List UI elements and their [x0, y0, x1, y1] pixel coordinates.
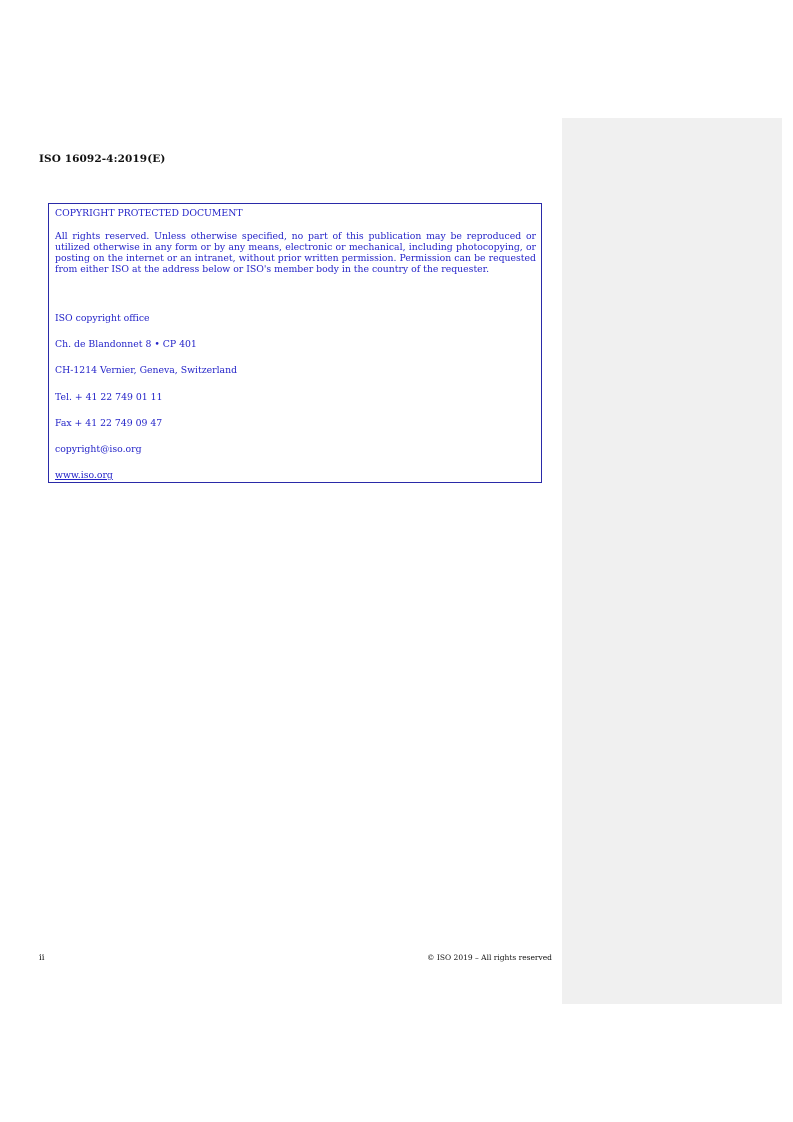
- copyright-paragraph: All rights reserved. Unless otherwise specified, no part of this publication may be reproduced or utilized otherwise in any form or by any means, electronic or mechanical, including photocopying, or posting on the internet or an intranet, without prior written permission. Permission can be requested from either ISO at the address below or ISO's member body in the country of the requester.: [55, 231, 536, 276]
- fax: Fax + 41 22 749 09 47: [55, 418, 163, 429]
- copyright-title: COPYRIGHT PROTECTED DOCUMENT: [55, 208, 243, 219]
- telephone: Tel. + 41 22 749 01 11: [55, 392, 163, 403]
- footer-copyright: © ISO 2019 – All rights reserved: [427, 953, 552, 962]
- comment-pane: [562, 118, 782, 1004]
- website-link[interactable]: www.iso.org: [55, 470, 113, 481]
- copyright-notice-box: [48, 203, 542, 483]
- address-street: Ch. de Blandonnet 8 • CP 401: [55, 339, 197, 350]
- document-id: ISO 16092-4:2019(E): [39, 153, 166, 165]
- copyright-office: ISO copyright office: [55, 313, 150, 324]
- address-city: CH-1214 Vernier, Geneva, Switzerland: [55, 365, 238, 376]
- page-number: ii: [39, 953, 45, 963]
- email: copyright@iso.org: [55, 444, 142, 455]
